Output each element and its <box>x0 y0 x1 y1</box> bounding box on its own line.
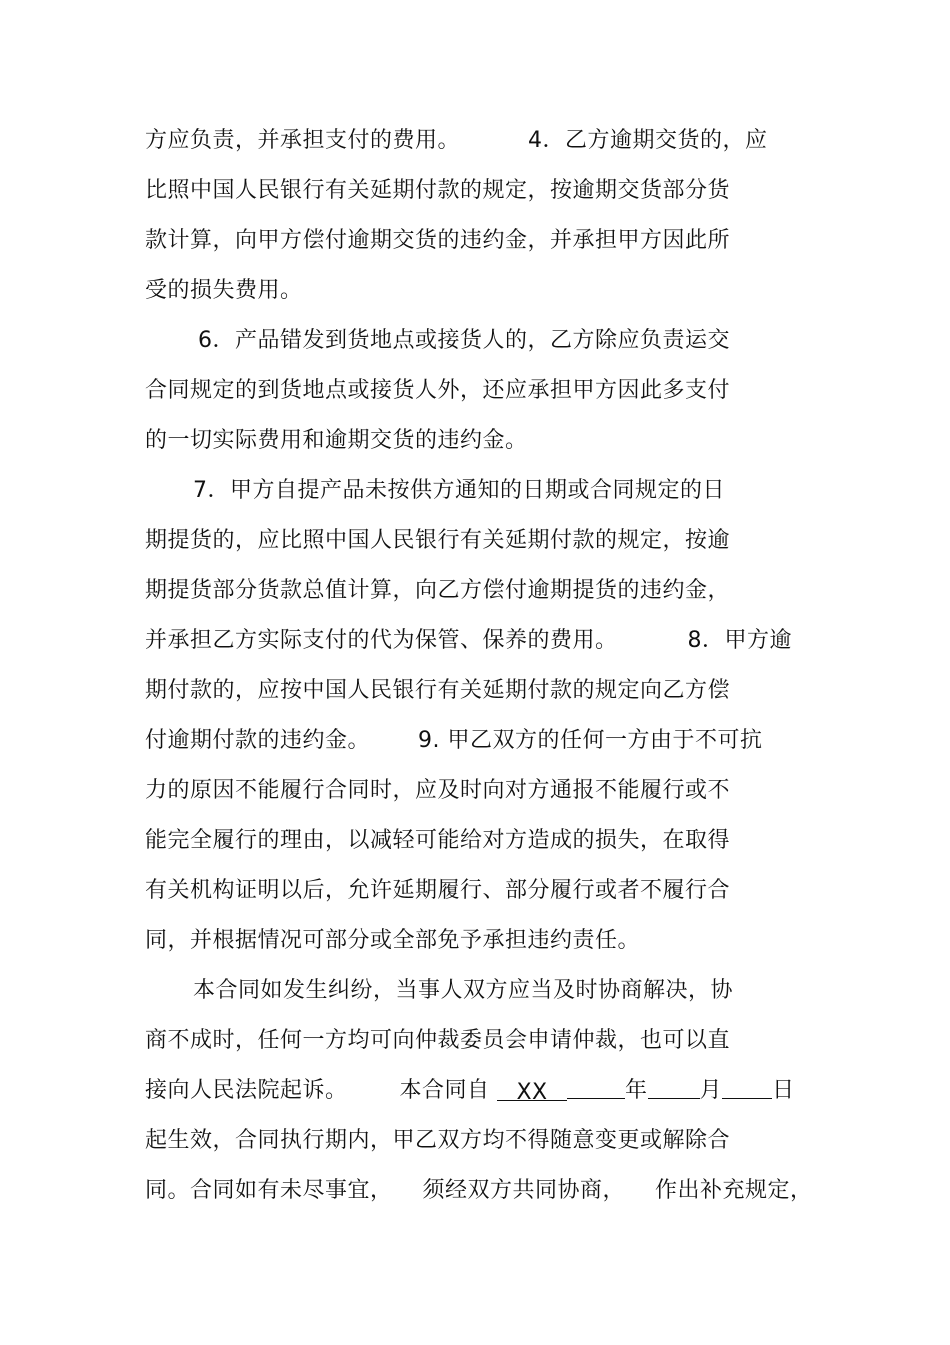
effective-date-line <box>145 1076 795 1106</box>
text-segment: 本合同自 <box>399 1078 490 1103</box>
text-line <box>145 1176 813 1206</box>
text-segment: 须经双方共同协商， <box>422 1178 626 1203</box>
text-line: 期提货的，应比照中国人民银行有关延期付款的规定，按逾 <box>145 528 731 553</box>
text-line <box>145 726 763 756</box>
text-segment: 付逾期付款的违约金。 <box>145 728 371 753</box>
text-line: 合同规定的到货地点或接货人外，还应承担甲方因此多支付 <box>145 378 731 403</box>
text-line <box>145 126 768 156</box>
clause-9-start: 9. 甲乙双方的任何一方由于不可抗 <box>418 728 763 753</box>
text-line: 比照中国人民银行有关延期付款的规定，按逾期交货部分货 <box>145 178 731 203</box>
text-line: 起生效，合同执行期内，甲乙双方均不得随意变更或解除合 <box>145 1128 731 1153</box>
text-line: 期付款的，应按中国人民银行有关延期付款的规定向乙方偿 <box>145 678 731 703</box>
text-line: 力的原因不能履行合同时，应及时向对方通报不能履行或不 <box>145 778 731 803</box>
text-line: 商不成时，任何一方均可向仲裁委员会申请仲裁，也可以直 <box>145 1028 731 1053</box>
month-label: 月 <box>699 1078 723 1103</box>
dispute-clause-line: 本合同如发生纠纷，当事人双方应当及时协商解决，协 <box>193 978 734 1003</box>
text-line: 有关机构证明以后，允许延期履行、部分履行或者不履行合 <box>145 878 731 903</box>
year-label: 年 <box>625 1078 648 1103</box>
clause-7-line: 7．甲方自提产品未按供方通知的日期或合同规定的日 <box>193 478 725 503</box>
month-blank <box>648 1076 700 1099</box>
text-line: 款计算，向甲方偿付逾期交货的违约金，并承担甲方因此所 <box>145 228 731 253</box>
year-blank-tail <box>567 1076 625 1099</box>
text-segment: 接向人民法院起诉。 <box>145 1078 348 1103</box>
text-line <box>145 626 792 656</box>
year-blank <box>497 1078 567 1105</box>
text-line: 期提货部分货款总值计算，向乙方偿付逾期提货的违约金， <box>145 578 731 603</box>
year-value: XX <box>516 1080 548 1105</box>
day-label: 日 <box>772 1078 795 1103</box>
text-segment: 同。合同如有未尽事宜， <box>145 1178 393 1203</box>
clause-4-start: 4．乙方逾期交货的，应 <box>528 128 768 153</box>
text-line: 受的损失费用。 <box>145 278 303 303</box>
day-blank <box>722 1076 772 1099</box>
text-line: 的一切实际费用和逾期交货的违约金。 <box>145 428 528 453</box>
text-segment: 并承担乙方实际支付的代为保管、保养的费用。 <box>145 628 618 653</box>
text-line: 能完全履行的理由，以减轻可能给对方造成的损失，在取得 <box>145 828 731 853</box>
text-line: 同，并根据情况可部分或全部免予承担违约责任。 <box>145 928 641 953</box>
clause-6-line: 6．产品错发到货地点或接货人的，乙方除应负责运交 <box>198 328 730 353</box>
text-segment: 方应负责，并承担支付的费用。 <box>145 128 461 153</box>
text-segment: 作出补充规定， <box>655 1178 813 1203</box>
clause-8-start: 8．甲方逾 <box>687 628 793 653</box>
